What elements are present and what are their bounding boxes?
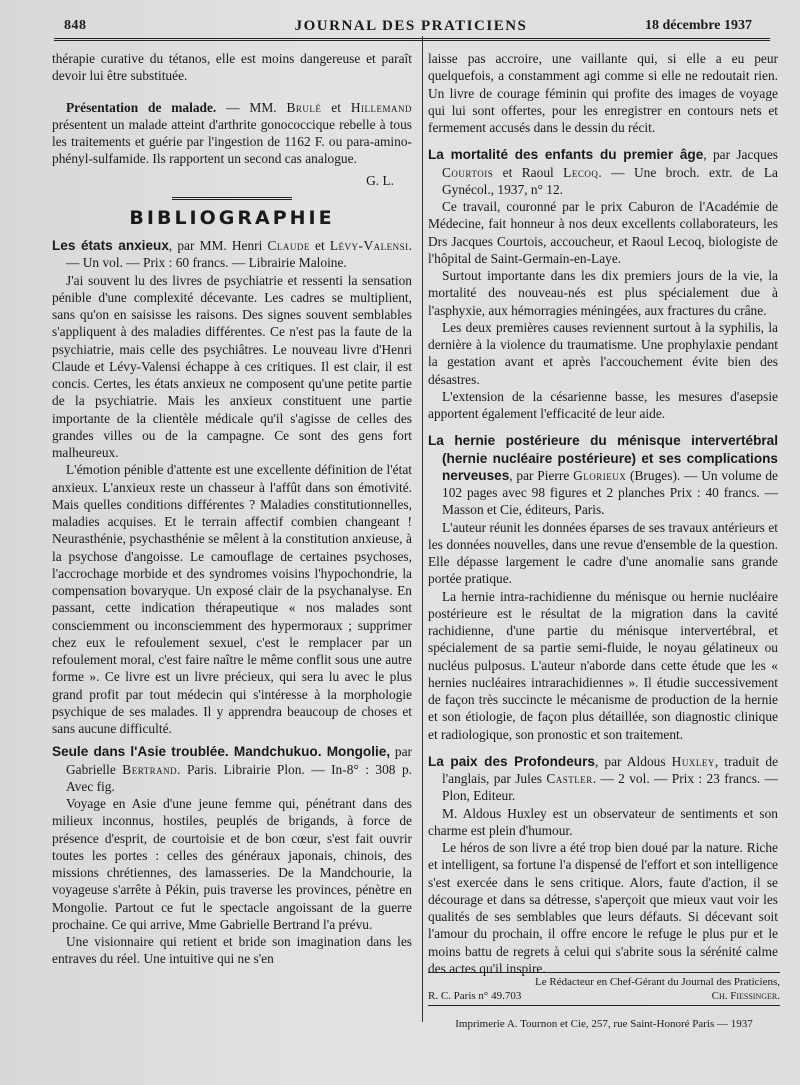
book-title: Seule dans l'Asie troublée. Mandchukuo. Mongolie, (52, 744, 391, 760)
review-paragraph: Le héros de son livre a été trop bien doué par la nature. Riche et intelligent, sa fortune l'a dispensé de l'effort et son intelligence s'est exercée dans le sens critique. Alors, faute d'action, il se décourage et dans sa détresse, s'aperçoit que mieux vaut voir les qualités de ses semblables que leurs défauts. Si décevant soit l'amour du prochain, il offre encore le refuge le plus pur et le moins battu de regrets à celui qui s'abrite sous la sérénité calme des actes qu'il inspire. (428, 840, 778, 976)
presentation-author-2: Hillemand (350, 99, 412, 115)
registration-number: R. C. Paris n° 49.703 (428, 990, 522, 1002)
review-heading (428, 753, 778, 805)
review-paragraph: J'ai souvent lu des livres de psychiatrie et ressenti la sensation pénible d'une complexité décevante. Les cadres se multiplient, sans qu'on en saisisse les raisons. Des signes souvent semblables s'appliquent à des maladies différentes. Ce n'est pas la faute de la psychiatrie, mais celle des psychiâtres. Le nouveau livre d'Henri Claude et Lévy-Valensi échappe à ces critiques. Il est clair, il est concis. Certes, les états anxieux ne composent qu'une petite partie de la psychiatrie. Mais les anxieux constituent une partie importante de la clientèle médicale qu'il s'agisse de celles des grandes villes ou de la campagne. Ce sont des gens fort malheureux. (52, 272, 412, 460)
presentation-text: présentent un malade atteint d'arthrite gonococcique rebelle à tous les traitements et guérie par l'ingestion de 1162 F. ou para-amino-phényl-sulfamide. Ils rapportent un second cas analogue. (52, 116, 412, 167)
book-title: Les états anxieux (52, 238, 169, 253)
author: Bertrand (122, 761, 178, 777)
author-2: Lévy-Valensi (329, 238, 409, 253)
byline-post: . — 2 vol. — Prix : 23 francs. — Plon, Editeur. (442, 771, 779, 804)
presentation-pre: — MM. (216, 99, 287, 115)
right-column (428, 50, 778, 977)
presentation-and: et (321, 99, 351, 115)
editor-line: Le Rédacteur en Chef-Gérant du Journal des Praticiens, (535, 976, 780, 988)
footer-rule (428, 972, 780, 973)
byline-mid: et Raoul (493, 164, 564, 180)
page-number: 848 (64, 18, 87, 33)
review-paragraph: Les deux premières causes reviennent surtout à la syphilis, la dernière à la violence du traumatisme. Une prophylaxie pendant la gestation avant et après l'accouchement évite bien des désastres. (428, 319, 778, 387)
byline-mid: et (309, 238, 330, 253)
review-paragraph: Voyage en Asie d'une jeune femme qui, pénétrant dans des milieux inconnus, hostiles, peuplés de brigands, à force de présence d'esprit, de courtoisie et de bon cœur, s'est fait ouvrir toutes les portes : celles des généraux japonais, chinois, des missions chrétiennes, des lamasseries. De la Mandchourie, la voyageuse s'arrête à Pékin, puis traverse les provinces, pénètre en Mongolie. Partout ce fut le spectacle angoissant de la guerre prochaine. Ce qui arrive, Mme Gabrielle Bertrand l'a prévu. (52, 796, 412, 932)
byline-pre: , par Pierre (509, 467, 574, 483)
byline-pre: , par Aldous (594, 753, 672, 769)
translator: Castler (546, 771, 593, 786)
review-heading (428, 146, 778, 198)
continued-paragraph: laisse pas accroire, une vaillante qui, si elle a eu peur quelquefois, a constamment agi comme si elle ne redoutait rien. Un livre de courage féminin qui profite des images de voyage qui lui sont offertes, pour les enregistrer en contours nets et fermement accusés dans le dessin du récit. (428, 51, 778, 135)
book-review-3 (428, 146, 778, 422)
review-heading (428, 432, 778, 518)
presentation-paragraph (52, 99, 412, 168)
editor-name: Ch. Fiessinger. (711, 990, 780, 1002)
editor-footer (428, 972, 780, 1006)
page-header (52, 10, 770, 38)
header-rule (54, 38, 770, 41)
review-heading (52, 237, 412, 272)
intro-paragraph: thérapie curative du tétanos, elle est moins dangereuse et paraît devoir lui être substituée. (52, 51, 412, 84)
byline-pre: , par Jacques (703, 147, 778, 163)
author: Huxley (671, 753, 715, 769)
footer-rule-bottom (428, 1005, 780, 1006)
journal-title: JOURNAL DES PRATICIENS (294, 18, 528, 34)
review-paragraph: L'extension de la césarienne basse, les mesures d'asepsie apportent également l'efficacité de leur aide. (428, 388, 778, 421)
left-column (52, 50, 412, 968)
byline-post: (Bruges). — Un volume de 102 pages avec 98 figures et 2 planches Prix : 40 francs. — Masson et Cie, éditeurs, Paris. (442, 467, 778, 518)
section-rule (172, 197, 292, 200)
review-paragraph: L'auteur réunit les données éparses de ses travaux antérieurs et les données nouvelles, dans une revue d'ensemble de la question. Elle dépasse largement le cadre d'une anomalie sans grande portée pratique. (428, 519, 778, 587)
author-1: Courtois (442, 164, 494, 180)
book-review-5 (428, 753, 778, 977)
review-paragraph: Une visionnaire qui retient et bride son imagination dans les entraves du réel. Une intuitive qui ne s'en (52, 934, 412, 967)
presentation-author-1: Brulé (286, 99, 322, 115)
author-1: Claude (267, 238, 310, 253)
review-paragraph: La hernie intra-rachidienne du ménisque ou hernie nucléaire postérieure est le résultat de la migration dans la cavité rachidienne, d'une partie du ménisque intervertébral, et spécialement de sa partie semi-fluide, le noyau gélatineux ou nucléus pulposus. L'auteur n'aborde dans cette étude que les « hernies nucléaires intrarachidiennes ». Il étudie successivement de façon très succincte le mécanisme de production de la hernie et son étiologie, de façon plus détaillée, son diagnostic clinique et radiologique, son pronostic et son traitement. (428, 588, 778, 742)
byline-mid: , traduit de l'anglais, par Jules (442, 753, 779, 786)
review-paragraph: L'émotion pénible d'attente est une excellente définition de l'état anxieux. L'anxieux reste un chasseur à l'affût dans son émotivité. Mais quelles conditions différentes ? Maladies constitutionnelles, maladies acquises. Et le terrain affectif combien changeant ! Neurasthénie, psychasthénie se mêlent à la constitution anxieuse, à la psychose d'angoisse. Le camouflage de certaines psychoses, l'accrochage morbide et des syndromes voisins l'hypochondrie, la compensation bovaryque. Un exposé clair de la psychanalyse. En passant, cette indication thérapeutique « nos malades sont consciemment ou inconsciemment des hypermoraux ; supprimer chez eux le refoulement sexuel, c'est le remplacer par un refoulement moral, c'est faire naître le même conflit sous une autre forme ». Ce livre est un livre précieux, qui sera lu avec le plus grand profit par tout médecin qui s'intéresse à la morphologie psychique de ses malades. Il y apprendra beaucoup de choses et sans aucune difficulté. (52, 462, 412, 736)
byline-post: . — Un vol. — Prix : 60 francs. — Librairie Maloine. (66, 238, 412, 271)
byline-post: . — Une broch. extr. de La Gynécol., 1937, n° 12. (442, 164, 778, 197)
author: Glorieux (573, 467, 627, 483)
byline-pre: par Gabrielle (66, 744, 412, 777)
book-review-2 (52, 743, 412, 967)
section-title: BIBLIOGRAPHIE (129, 206, 335, 229)
printer-imprint: Imprimerie A. Tournon et Cie, 257, rue Saint-Honoré Paris — 1937 (455, 1018, 753, 1030)
book-review-1 (52, 237, 412, 737)
author-2: Lecoq (563, 164, 599, 180)
review-paragraph: M. Aldous Huxley est un observateur de sentiments et son charme est plein d'humour. (428, 805, 778, 838)
review-heading (52, 743, 412, 795)
presentation-title: Présentation de malade. (66, 99, 217, 115)
issue-date: 18 décembre 1937 (644, 18, 752, 33)
review-paragraph: Surtout importante dans les dix premiers jours de la vie, la mortalité des nouveau-nés est plus spécialement due à l'asphyxie, aux hémorragies méningées, aux fractures du crâne. (428, 268, 778, 318)
registration-line (428, 989, 780, 1003)
byline-post: . Paris. Librairie Plon. — In-8° : 308 p. Avec fig. (66, 761, 412, 794)
signature: G. L. (366, 172, 394, 188)
book-title: La mortalité des enfants du premier âge (428, 147, 704, 163)
book-title: La paix des Profondeurs (428, 753, 595, 769)
column-divider (422, 36, 423, 1022)
byline-pre: , par MM. Henri (168, 238, 268, 253)
book-title: La hernie postérieure du ménisque intervertébral (hernie nucléaire postérieure) et ses complications nerveuses (428, 433, 778, 483)
review-paragraph: Ce travail, couronné par le prix Caburon de l'Académie de Médecine, fait honneur à nos deux excellents collaborateurs, les Drs Jacques Courtois, accoucheur, et Raoul Lecoq, biologiste de l'hôpital de Saint-Germain-en-Laye. (428, 199, 778, 266)
book-review-4 (428, 432, 778, 743)
